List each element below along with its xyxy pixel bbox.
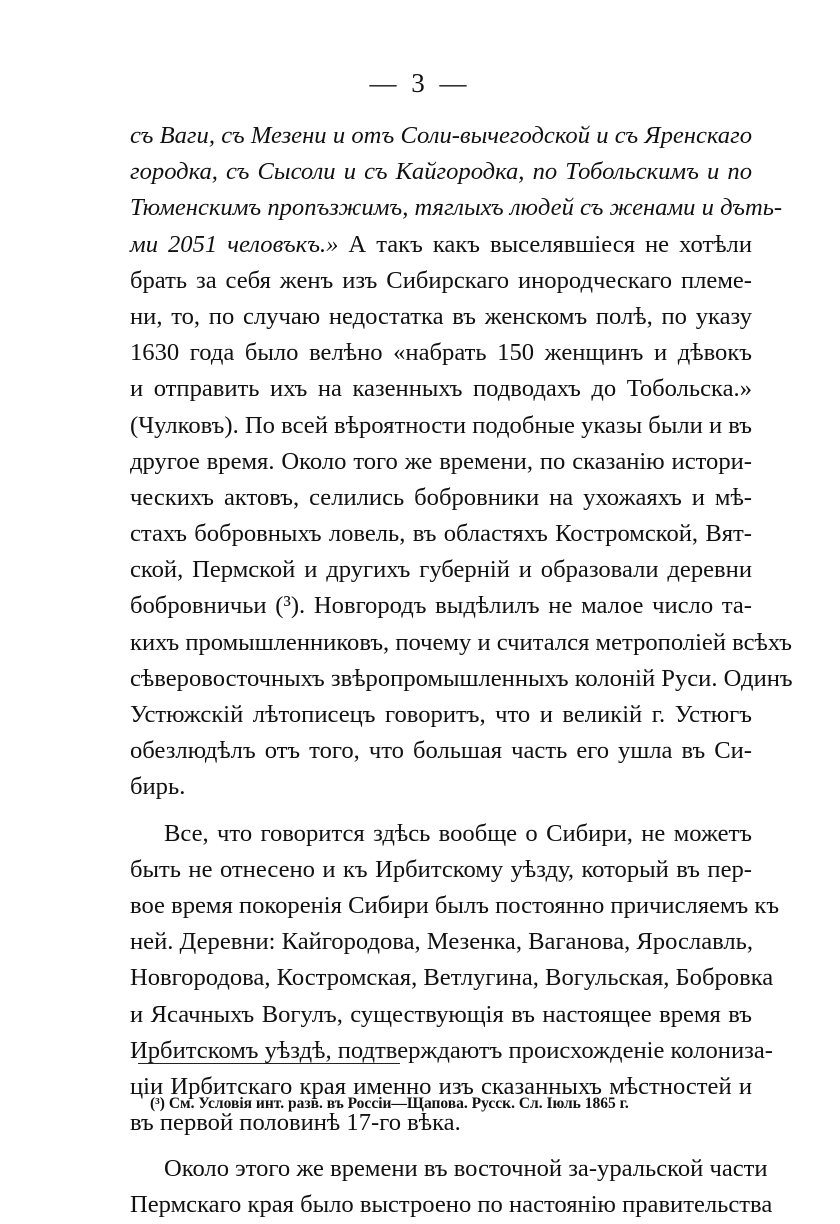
text-line: Пермскаго края было выстроено по настоянію правительства — [130, 1191, 773, 1219]
text-line: 1630 года было велѣно «набрать 150 женщинъ и дѣвокъ — [130, 339, 752, 367]
body-text — [130, 118, 793, 1224]
text-line: ческихъ актовъ, селились бобровники на ухожаяхъ и мѣ- — [130, 483, 752, 511]
text-line: Все, что говорится здѣсь вообще о Сибири, не можетъ — [164, 819, 752, 847]
text-line: бирь. — [130, 773, 186, 801]
page-number: — 3 — — [369, 68, 471, 98]
text-line: ни, то, по случаю недостатка въ женскомъ полѣ, по указу — [130, 302, 752, 330]
text-line: другое время. Около того же времени, по сказанію истори- — [130, 447, 752, 475]
text-line: вое время покоренія Сибири былъ постоянно причисляемъ къ — [130, 891, 780, 919]
text-line: городка, съ Сысоли и съ Кайгородка, по Тобольскимъ и по — [130, 158, 752, 186]
footnote: (³) См. Условія инт. разв. въ Россіи—Щапова. Русск. Сл. Іюль 1865 г. — [150, 1095, 629, 1112]
paragraph-gap — [130, 806, 752, 816]
italic-quote: ми 2051 человъкъ.» — [130, 230, 339, 258]
text-line: Около этого же времени въ восточной за-уральской части — [164, 1155, 768, 1183]
text-line: въ первой половинѣ 17-го вѣка. — [130, 1109, 461, 1137]
text-line: съ Ваги, съ Мезени и отъ Соли-вычегодской и съ Яренскаго — [130, 122, 752, 149]
text-line: бобровничьи (³). Новгородъ выдѣлилъ не малое число та- — [130, 592, 752, 620]
text-line: Тюменскимъ пропъзжимъ, тяглыхъ людей съ женами и дъть- — [130, 194, 783, 222]
text-line: и отправить ихъ на казенныхъ подводахъ до Тобольска.» — [130, 375, 752, 403]
text-line: сѣверовосточныхъ звѣропромышленныхъ колоній Руси. Одинъ — [130, 664, 793, 692]
text-line: кихъ промышленниковъ, почему и считался метрополіей всѣхъ — [130, 628, 792, 656]
text-line: (Чулковъ). По всей вѣроятности подобные указы были и въ — [130, 411, 752, 439]
text-line: ней. Деревни: Кайгородова, Мезенка, Ваганова, Ярославль, — [130, 928, 754, 956]
text-line: ціи Ирбитскаго края именно изъ сказанныхъ мѣстностей и — [130, 1072, 752, 1100]
text-line: брать за себя женъ изъ Сибирскаго инородческаго племе- — [130, 266, 752, 294]
text-line: быть не отнесено и къ Ирбитскому уѣзду, который въ пер- — [130, 855, 752, 883]
text-line: Устюжскій лѣтописецъ говоритъ, что и великій г. Устюгъ — [130, 701, 752, 728]
text-line: стахъ бобровныхъ ловель, въ областяхъ Костромской, Вят- — [130, 520, 752, 548]
line-text: А такъ какъ выселявшіеся не хотѣли — [338, 230, 752, 258]
text-line: Новгородова, Костромская, Ветлугина, Вогульская, Бобровка — [130, 964, 774, 992]
paragraph-gap — [130, 1141, 752, 1151]
text-line — [130, 227, 752, 263]
footnote-divider — [138, 1063, 400, 1064]
text-line: и Ясачныхъ Вогулъ, существующія въ настоящее время въ — [130, 1000, 752, 1028]
text-line: Ирбитскомъ уѣздѣ, подтверждаютъ происхожденіе колониза- — [130, 1036, 773, 1064]
text-line: ской, Пермской и другихъ губерній и образовали деревни — [130, 556, 752, 584]
text-line: обезлюдѣлъ отъ того, что большая часть его ушла въ Си- — [130, 737, 752, 765]
